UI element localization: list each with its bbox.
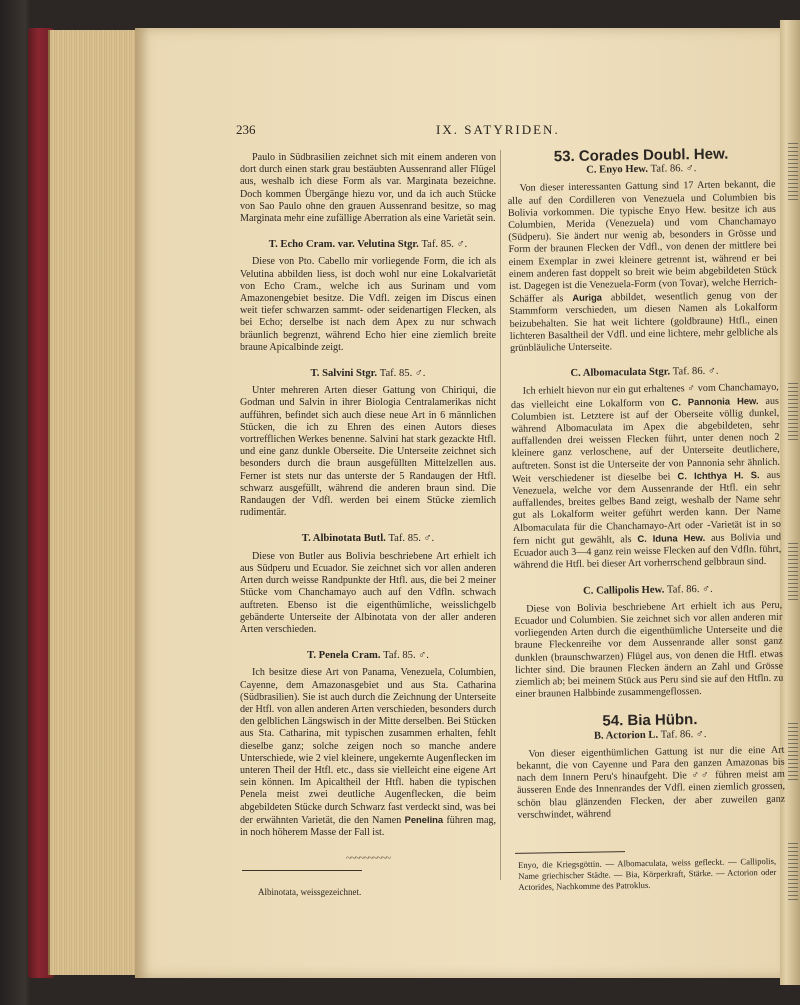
heading-text: T. Albinotata Butl. — [301, 533, 386, 545]
heading-text: C. Callipolis Hew. — [582, 584, 665, 597]
running-header — [236, 122, 566, 138]
species-name: C. Iduna Hew. — [637, 531, 706, 544]
text-run: abbildet, wesentlich genug von der Stammform verschieden, um diesen Namen als Lokalform beizubehalten. Sie hat weit lichtere (goldbraune) Htfl., einen lichteren Basaltheil der Vdfl. und eine lichtere, mehr gelbliche als grünbläuliche Unterseite. — [509, 290, 778, 355]
variety-name: Penelina — [404, 813, 444, 825]
text-run: aus Columbien ist. Letztere ist auf der Oberseite völlig dunkel, während Albomaculata im Apex die abgebildeten, sehr auffallenden drei weissen Flecken führt, unter denen noch 2 kleinere ganz verloschene, auf der Unterseite deutlichere, auftreten. Sonst ist die Unterseite der von Pannonia sehr ähnlich. Weit verschiedener ist dieselbe bei — [511, 395, 780, 485]
heading-penela — [240, 650, 496, 662]
paragraph-albomaculata — [511, 382, 782, 572]
plate-reference: Taf. 86. ♂. — [672, 365, 719, 378]
text-run: aus Bolivia und Ecuador auch 3—4 ganz rein weisse Flecken auf den Vdfln. führt, während die Htfl. bei dieser Art vorherrschend gelbbraun sind. — [513, 531, 782, 572]
section-heading-corades: 53. Corades Doubl. Hew. — [553, 145, 729, 166]
heading-text: T. Salvini Stgr. — [310, 368, 378, 380]
paragraph-albinotata: Diese von Butler aus Bolivia beschriebene Art erhielt ich aus Südperu und Ecuador. Sie zeichnet sich vor allen anderen Arten durch weisse Randpunkte der Htfl. aus, die bei 2 meiner Stücke vom Chanchamayo auch auf den Vdfln. schwach auftreten. Ebenso ist die eigenthümliche, weisslichgelb gebänderte Unterseite der Albinotata von der aller anderen Arten verschieden. — [240, 550, 496, 635]
plate-reference: Taf. 86. ♂. — [650, 163, 697, 175]
paragraph-callipolis: Diese von Bolivia beschriebene Art erhielt ich aus Peru, Ecuador und Columbien. Sie zeichnet sich vor allen anderen mir vorliegenden Arten durch die eigenthümliche Unterseite und die braune Fleckenreihe vor dem Aussenrande aller sonst ganz dunklen (braunschwarzen) Flügel aus, von denen die Htfl. etwas lichter sind. Die braunen Flecken ändern an Zahl und Grösse ziemlich ab; bei meinem Stück aus Peru sind sie auf den Htfln. zu einer braunen Halbbinde zusammengeflossen. — [514, 599, 784, 701]
heading-text: C. Albomaculata Stgr. — [570, 366, 671, 380]
heading-text: T. Penela Cram. — [307, 650, 381, 662]
facing-page-text-fragment — [788, 380, 798, 440]
plate-reference: Taf. 86. ♂. — [660, 728, 707, 741]
form-name: Auriga — [572, 291, 603, 304]
plate-reference: Taf. 86. ♂. — [666, 583, 713, 596]
plate-reference: Taf. 85. ♂. — [383, 650, 429, 662]
text-run: aus Venezuela, welche vor dem Aussenrande der Htfl. ein sehr auffallendes, breites gelbes Band zeigt, weshalb der Name sehr gut als Lokalform weiter geführt werden kann. Der Name Albomaculata für die Chanchamayo-Art oder -Varietät ist in so fern nicht gut gewählt, als — [512, 469, 781, 547]
footnote-left: Albinotata, weissgezeichnet. — [258, 887, 362, 897]
heading-salvini — [240, 368, 496, 380]
heading-text: C. Enyo Hew. — [586, 163, 649, 176]
paragraph-salvini: Unter mehreren Arten dieser Gattung von Chiriqui, die Godman und Salvin in ihrer Biologia Centralamerikas nicht aufführen, befindet sich auch diese neue Art in 6 männlichen Stücken, die ich zu Ehren des einen Autors dieses vortrefflichen Werkes benenne. Salvini hat stark gezackte Htfl. und eine ganz dunkle Oberseite. Die Unterseite zeichnet sich besonders durch die braun ausgefüllten Mittelzellen aus. Ferner ist stets nur das unterste der 5 Randaugen der Htfl. schwarz ausgefüllt, während die anderen braun sind. Die Randaugen der Vdfl. werden bei einem Stücke ziemlich rudimentär. — [240, 385, 496, 519]
text-run: Von dieser interessanten Gattung sind 17 Arten bekannt, die alle auf den Cordilleren von Venezuela und Columbien bis Bolivia vorkommen. Die typische Enyo Hew. besitze ich aus Columbien, Merida (Venezuela) und vom Chanchamayo (Südperu). Sie ändert nur wenig ab, besonders in Grösse und Form der braunen Flecken der Vdfl., von denen der mittlere bei einem Exemplar in zwei kleinere getrennt ist, während er bei einem anderen fast doppelt so breit wie beim abgebildeten Stück ist. Dagegen ist die Venezuela-Form (von Tovar), welche Herrich-Schäffer als — [507, 179, 778, 306]
plate-reference: Taf. 85. ♂. — [421, 239, 468, 251]
facing-page-edge — [780, 20, 800, 985]
text-run: Ich erhielt hievon nur ein gut erhaltenes ♂ vom Chanchamayo, das vielleicht eine Lokalform von — [510, 382, 779, 411]
text-run: Ich besitze diese Art von Panama, Venezuela, Columbien, Cayenne, dem Amazonasgebiet und aus Sta. Catharina (Südbrasilien). Sie ist auch durch die Zeichnung der Unterseite der Htfl. von allen anderen Arten verschieden, besonders durch den gelblichen Längswisch in der Mitte derselben. Bei Stücken aus Sta. Catharina, mit typischen zusammen erhalten, fehlt dieselbe ganz; solche zeigen noch so manche andere Unterschiede, wie 2 viel kleinere, ungekernte Augenflecken im unteren Theil der Htfl. etc., dass sie vielleicht eine eigene Art sein können. Im Apicaltheil der Htfl. haben die typischen Penela meist zwei deutliche Augenflecken, die beim abgebildeten Stücke durch Schwarz fast verdeckt sind, was bei der erwähnten Varietät, die den Namen — [240, 667, 496, 826]
left-column — [240, 152, 496, 865]
paragraph-enyo — [507, 179, 778, 355]
heading-text: B. Actorion L. — [593, 729, 659, 742]
footnote-rule-left — [242, 870, 362, 871]
heading-albomaculata — [510, 365, 778, 381]
paragraph-echo: Diese von Pto. Cabello mir vorliegende Form, die ich als Velutina abbilden liess, ist doch wohl nur eine Lokalvarietät von Echo Cram., welche ich aus Surinam und vom Amazonengebiet besitze. Die Vdfl. zeigen im Discus einen weit tiefer schwarzen sammt- oder seidenartigen Flecken, als bei Echo; derselbe ist nach dem Apex zu nur schwach bräunlich begrenzt, während Echo hier eine ziemlich breite braune Apicalbinde zeigt. — [240, 256, 496, 353]
heading-enyo — [507, 162, 775, 178]
facing-page-text-fragment — [788, 840, 798, 900]
species-name: C. Ichthya H. S. — [677, 468, 760, 482]
page-number: 236 — [236, 122, 256, 137]
footnote-right: Enyo, die Kriegsgöttin. — Albomaculata, weiss gefleckt. — Callipolis, Name griechischer Städte. — Bia, Körperkraft, Stärke. — Actorion oder Actorides, Nachkomme des Patroklus. — [518, 855, 777, 892]
paragraph-penela — [240, 667, 496, 839]
plate-reference: Taf. 85. ♂. — [379, 368, 426, 380]
chapter-title: IX. SATYRIDEN. — [436, 122, 560, 137]
ornament-divider: ~~~~~~~~~~ — [345, 853, 391, 865]
paragraph-actorion: Von dieser eigenthümlichen Gattung ist nur die eine Art bekannt, die von Cayenne und Para den ganzen Amazonas bis nach dem Innern Peru's hinaufgeht. Die ♂♂ führen meist am äusseren Ende des Innenrandes der Vdfl. einen ziemlich grossen, schön blau glänzenden Flecken, der aber zuweilen ganz verschwindet, während — [516, 744, 786, 821]
right-column — [507, 145, 786, 822]
heading-albinotata — [240, 533, 496, 545]
facing-page-text-fragment — [788, 720, 798, 780]
paragraph-marginata: Paulo in Südbrasilien zeichnet sich mit einem anderen von dort durch einen stark grau bestäubten Aussenrand aller Flügel aus, weshalb ich diese Form als var. Marginata bezeichne. Doch kommen Übergänge hiezu vor, und da ich auch Stücke von Sao Paulo ohne den grauen Aussenrand besitze, so mag Marginata mehr eine zufällige Aberration als eine Varietät sein. — [240, 152, 496, 225]
heading-text: T. Echo Cram. var. Velutina Stgr. — [268, 239, 419, 251]
facing-page-text-fragment — [788, 140, 798, 200]
facing-page-text-fragment — [788, 540, 798, 600]
column-divider — [500, 150, 501, 880]
species-name: C. Pannonia Hew. — [671, 394, 759, 408]
plate-reference: Taf. 85. ♂. — [388, 533, 435, 545]
heading-actorion — [516, 727, 784, 743]
text-run: führen mag, in noch höherem Masse der Fall ist. — [240, 814, 496, 838]
heading-echo — [240, 239, 496, 251]
page-edges — [48, 30, 142, 975]
heading-callipolis — [514, 582, 782, 598]
section-heading-bia: 54. Bia Hübn. — [602, 711, 698, 730]
